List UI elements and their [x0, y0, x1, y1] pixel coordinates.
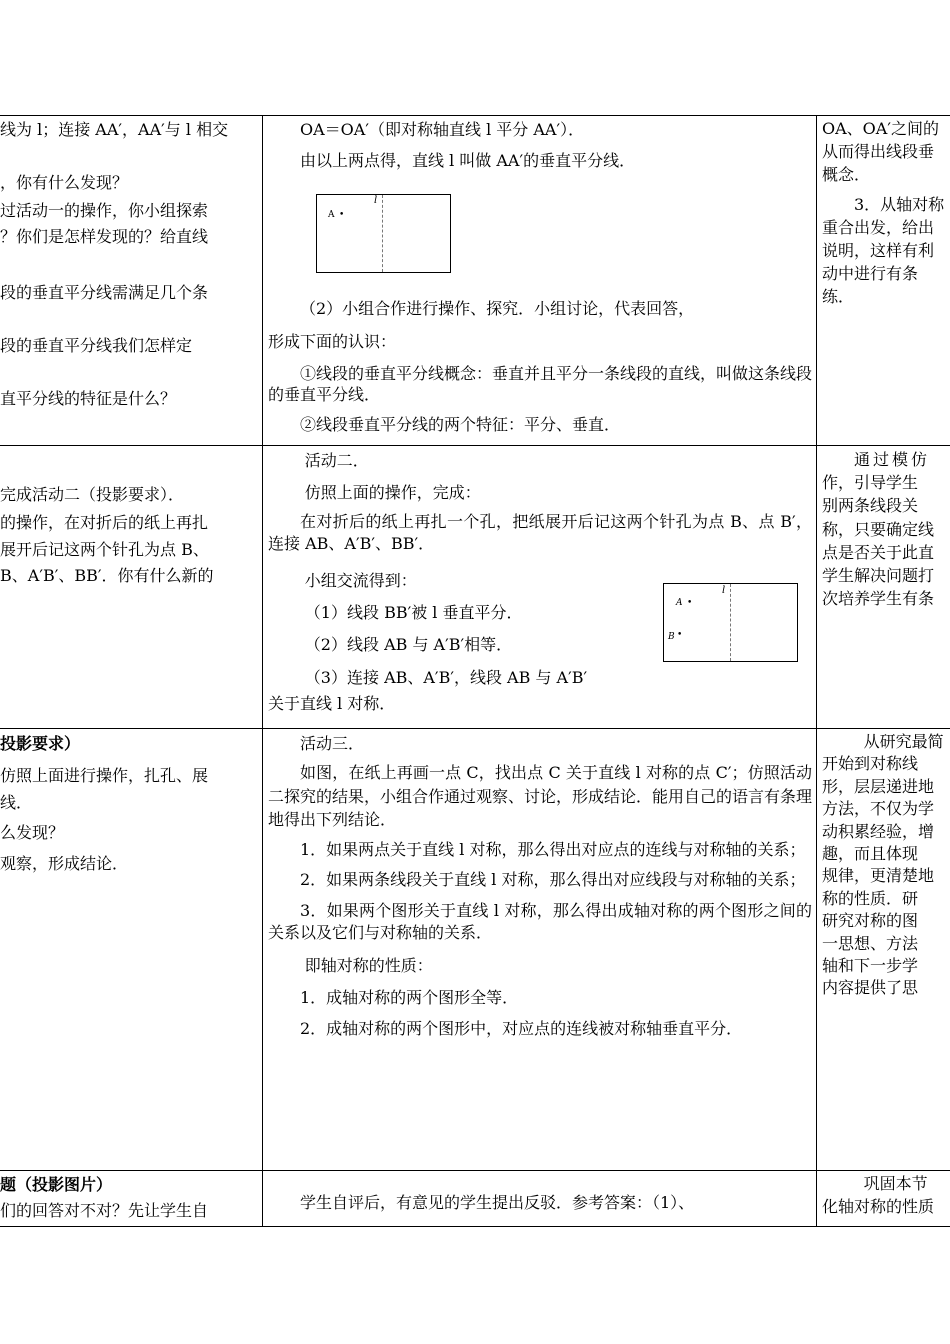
row1-fold-figure [316, 194, 451, 273]
row2-col1-line: 的操作，在对折后的纸上再扎 [0, 513, 209, 533]
row4-col1 [0, 1172, 258, 1223]
row3-col1-heading: 投影要求） [0, 734, 81, 753]
row3-col3 [822, 731, 950, 1000]
row1-col3-line: OA、OA′之间的 [822, 119, 939, 138]
row1-col2-p3: （2）小组合作进行操作、探究．小组讨论，代表回答， [300, 299, 695, 318]
row4-col2-p1: 学生自评后，有意见的学生提出反驳．参考答案：（1）、 [300, 1193, 695, 1212]
point-label-b: B [668, 632, 675, 642]
row1-col3-line: 重合出发，给出 [822, 217, 935, 237]
row4-col1-heading: 题（投影图片） [0, 1175, 113, 1194]
row1-col2-p1: OA＝OA′（即对称轴直线 l 平分 AA′）． [300, 120, 585, 139]
row3-col3-line: 称的性质．研 [822, 888, 919, 908]
row3-col2-p2: 如图，在纸上再画一点 C，找出点 C 关于直线 l 对称的点 C′；仿照活动二探究的结果，小组合作通过观察、讨论，形成结论．能用自己的语言有条理地得出下列结论． [268, 763, 812, 829]
row1-col2-p6: ②线段垂直平分线的两个特征：平分、垂直． [300, 414, 621, 434]
row-divider-2 [0, 728, 950, 729]
row2-col2-p2: 仿照上面的操作，完成： [304, 483, 481, 503]
row1-col1 [0, 117, 258, 413]
row3-col1 [0, 731, 258, 877]
point-label-a: A [328, 210, 335, 220]
symmetry-axis [382, 195, 383, 272]
row1-col2-p2: 由以上两点得，直线 l 叫做 AA′的垂直平分线． [300, 151, 636, 171]
row2-col3-line: 通过模仿 [854, 450, 931, 469]
symmetry-axis [730, 584, 731, 661]
point-dot-icon: • [687, 598, 693, 608]
row-divider-1 [0, 445, 950, 446]
row4-col2 [268, 1190, 812, 1216]
row1-col2 [268, 117, 812, 175]
row1-col3-line: 从而得出线段垂 [822, 142, 935, 162]
row2-col1-line: 展开后记这两个针孔为点 B、 [0, 539, 209, 559]
row2-col3-line: 称，只要确定线 [822, 519, 935, 539]
row2-col1 [0, 482, 258, 590]
row3-col3-line: 一思想、方法 [822, 933, 919, 953]
axis-label: l [374, 195, 378, 206]
row1-col1-line: ，你有什么发现？ [0, 173, 129, 193]
row3-col1-line: 线． [0, 792, 33, 812]
point-dot-icon: • [677, 630, 683, 640]
row2-col1-line: B、A′B′、BB′．你有什么新的 [0, 566, 214, 586]
row1-col3-line: 说明，这样有利 [822, 240, 935, 260]
row3-col2-p1: 活动三． [300, 734, 365, 753]
row2-fold-figure [663, 583, 798, 662]
row1-col3-line: 练． [822, 287, 855, 307]
row3-col2 [268, 731, 812, 1040]
table-top-border [0, 115, 950, 116]
row2-col2-p8: 关于直线 l 对称． [268, 694, 396, 714]
row2-col2-p4: 小组交流得到： [304, 570, 417, 590]
row1-col3-line: 动中进行有条 [822, 264, 919, 284]
row2-col3-line: 作，引导学生 [822, 473, 919, 493]
row1-col3-line: 3．从轴对称 [854, 194, 945, 214]
row2-col2-p6: （2）线段 AB 与 A′B′相等． [304, 635, 513, 655]
row4-col3-line: 化轴对称的性质 [822, 1197, 935, 1217]
row1-col1-line: 段的垂直平分线需满足几个条 [0, 282, 209, 302]
row4-col1-line: 们的回答对不对？先让学生自 [0, 1200, 209, 1220]
row3-col2-p3: 1．如果两点关于直线 l 对称，那么得出对应点的连线与对称轴的关系； [300, 839, 806, 859]
row3-col2-p7: 1．成轴对称的两个图形全等． [300, 987, 519, 1007]
row3-col1-line: 仿照上面进行操作，扎孔、展 [0, 766, 209, 786]
row1-col3-line: 概念． [822, 165, 871, 185]
point-label-a: A [676, 598, 683, 608]
row2-col1-line: 完成活动二（投影要求）． [0, 485, 185, 504]
row2-col2-p7: （3）连接 AB、A′B′，线段 AB 与 A′B′ [304, 667, 588, 687]
row3-col3-line: 内容提供了思 [822, 978, 919, 998]
axis-label: l [722, 585, 726, 596]
table-bottom-border [0, 1226, 950, 1227]
row3-col3-line: 趣，而且体现 [822, 843, 919, 863]
row1-col1-line: 线为 l；连接 AA′，AA′与 l 相交 [0, 120, 229, 139]
row2-col3-line: 别两条线段关 [822, 496, 919, 516]
row3-col1-line: 观察，形成结论． [0, 853, 129, 873]
row-divider-3 [0, 1170, 950, 1171]
row1-col1-line: 直平分线的特征是什么？ [0, 389, 177, 409]
column-divider-2 [816, 115, 817, 1227]
row3-col3-line: 动积累经验，增 [822, 821, 935, 841]
row3-col3-line: 开始到对称线 [822, 754, 919, 774]
row2-col2-p1: 活动二． [304, 451, 369, 470]
row4-col3 [822, 1172, 950, 1218]
row2-col3 [822, 448, 950, 610]
row1-col2-lower [268, 296, 812, 438]
row3-col3-line: 规律，更清楚地 [822, 866, 935, 886]
row2-col3-line: 学生解决问题打 [822, 565, 935, 585]
row2-col2-p3: 在对折后的纸上再扎一个孔，把纸展开后记这两个针孔为点 B、点 B′，连接 AB、A′B′、BB′． [268, 511, 812, 554]
row1-col3 [822, 117, 950, 309]
row2-col3-line: 次培养学生有条 [822, 589, 935, 609]
row1-col1-line: ？你们是怎样发现的？给直线 [0, 227, 209, 247]
point-dot-icon: • [339, 210, 345, 220]
row2-col2-p5: （1）线段 BB′被 l 垂直平分． [304, 602, 523, 622]
row3-col3-line: 轴和下一步学 [822, 955, 919, 975]
column-divider-1 [262, 115, 263, 1227]
row1-col2-p4: 形成下面的认识： [268, 332, 397, 352]
row3-col3-line: 形，层层递进地 [822, 776, 935, 796]
row1-col1-line: 段的垂直平分线我们怎样定 [0, 335, 193, 355]
row1-col2-p5: ①线段的垂直平分线概念：垂直并且平分一条线段的直线，叫做这条线段的垂直平分线． [268, 363, 812, 405]
row2-col3-line: 点是否关于此直 [822, 542, 935, 562]
row3-col1-line: 么发现？ [0, 823, 65, 843]
row3-col2-p8: 2．成轴对称的两个图形中，对应点的连线被对称轴垂直平分． [300, 1019, 743, 1039]
row3-col2-p5: 3．如果两个图形关于直线 l 对称，那么得出成轴对称的两个图形之间的关系以及它们与对称轴的关系． [268, 900, 812, 943]
row1-col1-line: 过活动一的操作，你小组探索 [0, 200, 209, 220]
row3-col3-line: 从研究最简 [863, 732, 944, 751]
row3-col2-p6: 即轴对称的性质： [304, 955, 433, 975]
row3-col3-line: 方法，不仅为学 [822, 799, 935, 819]
row3-col2-p4: 2．如果两条线段关于直线 l 对称，那么得出对应线段与对称轴的关系； [300, 870, 806, 890]
row4-col3-line: 巩固本节 [863, 1174, 928, 1193]
row3-col3-line: 研究对称的图 [822, 911, 919, 931]
